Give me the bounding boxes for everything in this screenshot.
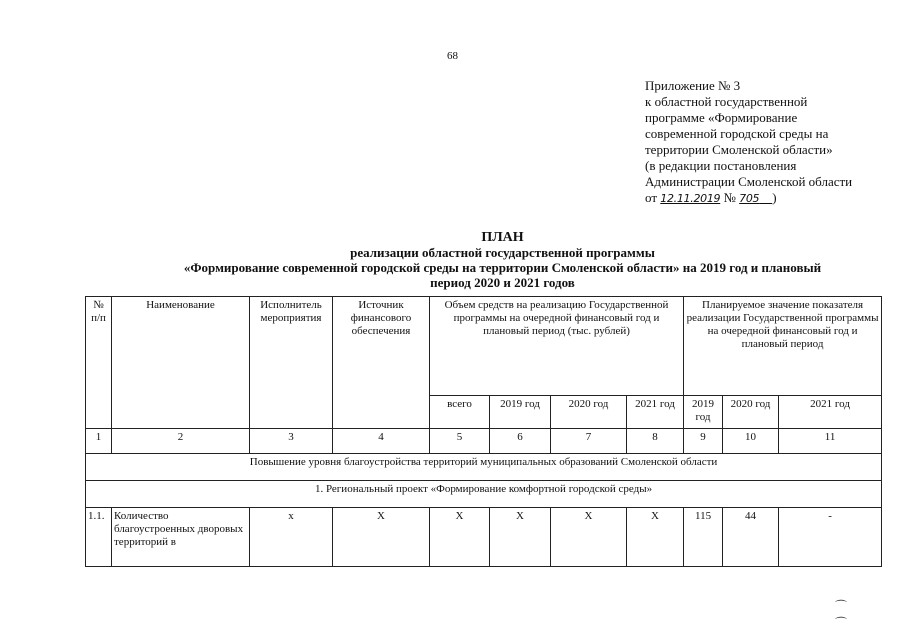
number-prefix: № — [723, 190, 736, 205]
header-row — [86, 297, 882, 396]
header-source: Источник финансового обеспечения — [333, 297, 430, 429]
appendix-line: программе «Формирование — [645, 110, 798, 125]
project-title: 1. Региональный проект «Формирование комфортной городской среды» — [86, 481, 882, 508]
handwritten-number: 705 — [739, 192, 760, 205]
row-indicator-2019: 115 — [684, 508, 723, 567]
appendix-line: (в редакции постановления — [645, 158, 797, 173]
column-number: 6 — [490, 429, 551, 454]
row-indicator-2021: - — [779, 508, 882, 567]
appendix-line: Администрации Смоленской области — [645, 174, 853, 189]
subheader-indicator-2019: 2019 год — [684, 396, 723, 429]
row-2021: Х — [627, 508, 684, 567]
table-row — [86, 508, 882, 567]
column-number: 5 — [430, 429, 490, 454]
column-number: 4 — [333, 429, 430, 454]
from-prefix: от — [645, 190, 658, 205]
handwritten-date: 12.11.2019 — [660, 192, 721, 205]
row-total: Х — [430, 508, 490, 567]
plan-title: ПЛАН — [481, 230, 524, 245]
subheader-indicator-2021: 2021 год — [779, 396, 882, 429]
page-number: 68 — [447, 50, 458, 62]
column-number: 1 — [86, 429, 112, 454]
header-name: Наименование — [112, 297, 250, 429]
appendix-date-line — [645, 190, 895, 207]
section-row — [86, 454, 882, 481]
header-executor: Исполнитель мероприятия — [250, 297, 333, 429]
plan-subtitle-2: «Формирование современной городской среды на территории Смоленской области» на 2019 год и плановый — [183, 260, 822, 275]
close-paren: ) — [772, 190, 777, 205]
appendix-line: современной городской среды на — [645, 126, 829, 141]
appendix-line: к областной государственной — [645, 94, 808, 109]
row-name: Количество благоустроенных дворовых территорий в — [112, 508, 250, 567]
corner-marks: ⌒ ⌒ — [835, 599, 868, 630]
row-indicator-2020: 44 — [723, 508, 779, 567]
appendix-line: территории Смоленской области» — [645, 142, 833, 157]
row-executor: х — [250, 508, 333, 567]
section-title: Повышение уровня благоустройства территорий муниципальных образований Смоленской области — [86, 454, 882, 481]
subheader-indicator-2020: 2020 год — [723, 396, 779, 429]
column-number: 10 — [723, 429, 779, 454]
plan-subtitle-3: период 2020 и 2021 годов — [430, 275, 575, 290]
column-number: 7 — [551, 429, 627, 454]
subheader-total: всего — [430, 396, 490, 429]
subheader-2020: 2020 год — [551, 396, 627, 429]
header-num: № п/п — [86, 297, 112, 429]
plan-table — [85, 296, 882, 567]
row-source: Х — [333, 508, 430, 567]
appendix-block — [645, 78, 895, 207]
project-row — [86, 481, 882, 508]
row-2020: Х — [551, 508, 627, 567]
plan-subtitle-1: реализации областной государственной программы — [350, 245, 655, 260]
header-funds: Объем средств на реализацию Государственной программы на очередной финансовый год и плановый период (тыс. рублей) — [430, 297, 684, 396]
header-indicator: Планируемое значение показателя реализации Государственной программы на очередной финансовый год и плановый период — [684, 297, 882, 396]
column-number: 9 — [684, 429, 723, 454]
column-number: 11 — [779, 429, 882, 454]
row-num: 1.1. — [86, 508, 112, 567]
appendix-line: Приложение № 3 — [645, 78, 741, 93]
column-number: 8 — [627, 429, 684, 454]
subheader-2019: 2019 год — [490, 396, 551, 429]
subheader-2021: 2021 год — [627, 396, 684, 429]
column-number: 2 — [112, 429, 250, 454]
column-number: 3 — [250, 429, 333, 454]
column-numbers-row — [86, 429, 882, 454]
row-2019: Х — [490, 508, 551, 567]
plan-heading — [100, 230, 905, 290]
